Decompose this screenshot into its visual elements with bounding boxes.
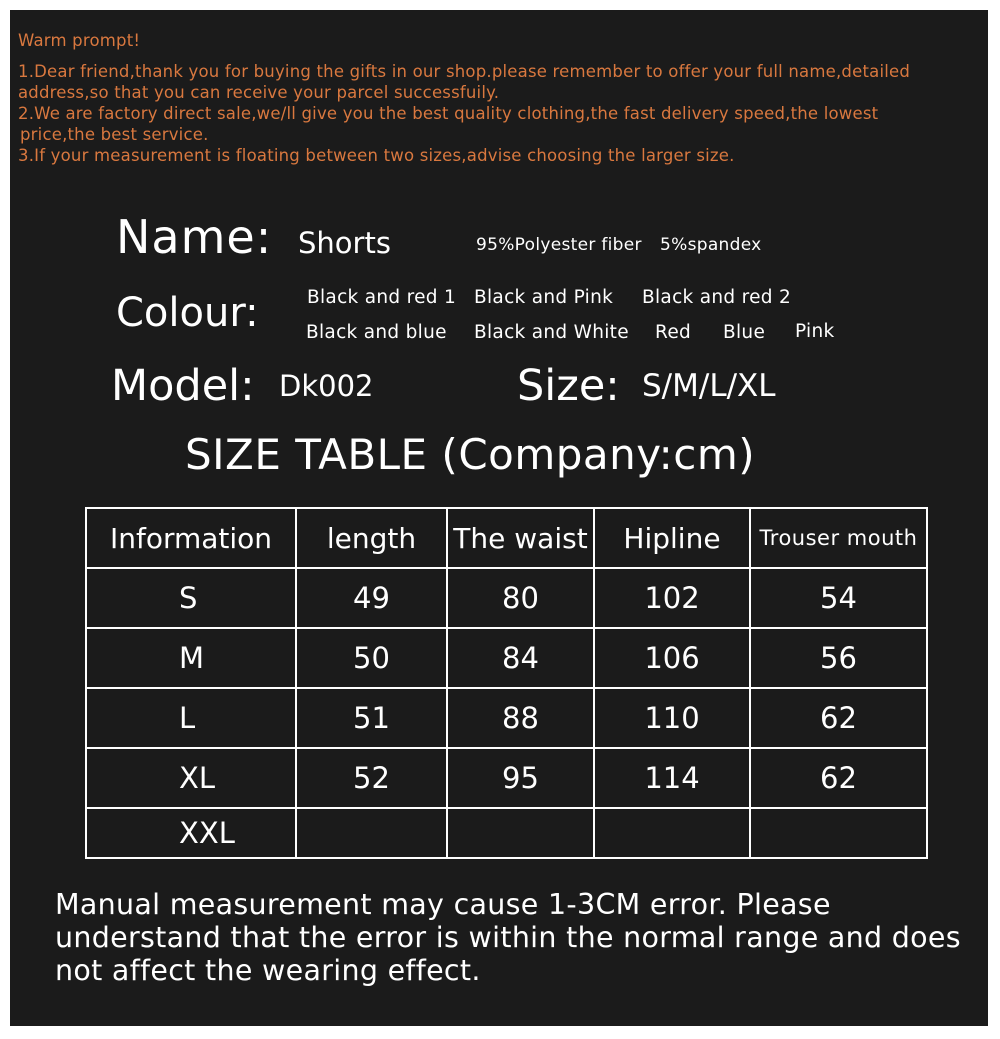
header-waist: The waist: [447, 508, 594, 568]
colour-option: Black and blue: [306, 322, 447, 343]
colour-option: Blue: [723, 322, 766, 343]
waist-cell: 88: [447, 688, 594, 748]
size-cell: S: [86, 568, 296, 628]
table-row: [86, 568, 927, 628]
waist-cell: 80: [447, 568, 594, 628]
length-cell: 49: [296, 568, 447, 628]
size-cell: XL: [86, 748, 296, 808]
size-table-title: SIZE TABLE (Company:cm): [185, 430, 756, 479]
header-trouser-mouth: Trouser mouth: [750, 508, 927, 568]
material-polyester: 95%Polyester fiber: [476, 235, 642, 255]
size-cell: L: [86, 688, 296, 748]
colour-option: Black and Pink: [474, 287, 614, 308]
warm-prompt-line: 2.We are factory direct sale,we/ll give you the best quality clothing,the fast delivery speed,the lowest: [18, 104, 879, 123]
warm-prompt-line: price,the best service.: [20, 125, 209, 144]
measurement-note: Manual measurement may cause 1-3CM error. Please understand that the error is within the normal range and does not affect the wearing effect.: [55, 888, 961, 987]
size-cell: XXL: [86, 808, 296, 858]
header-length: length: [296, 508, 447, 568]
warm-prompt: [18, 30, 988, 166]
length-cell: 50: [296, 628, 447, 688]
table-row: [86, 808, 927, 858]
waist-cell: 95: [447, 748, 594, 808]
trouser-mouth-cell: [750, 808, 927, 858]
warm-prompt-line: 3.If your measurement is floating between two sizes,advise choosing the larger size.: [18, 146, 735, 165]
size-cell: M: [86, 628, 296, 688]
table-row: [86, 688, 927, 748]
trouser-mouth-cell: 62: [750, 688, 927, 748]
warm-prompt-line: address,so that you can receive your parcel successfuily.: [18, 83, 500, 102]
hipline-cell: [594, 808, 750, 858]
length-cell: 52: [296, 748, 447, 808]
trouser-mouth-cell: 54: [750, 568, 927, 628]
material-spandex: 5%spandex: [660, 235, 762, 255]
trouser-mouth-cell: 56: [750, 628, 927, 688]
hipline-cell: 110: [594, 688, 750, 748]
table-row: [86, 628, 927, 688]
colour-option: Black and White: [474, 322, 629, 343]
waist-cell: [447, 808, 594, 858]
name-value: Shorts: [298, 226, 391, 260]
size-label: Size:: [517, 361, 620, 411]
colour-option: Black and red 2: [642, 287, 792, 308]
colour-option: Black and red 1: [307, 287, 457, 308]
colour-option: Red: [655, 322, 692, 343]
length-cell: [296, 808, 447, 858]
warm-prompt-line: 1.Dear friend,thank you for buying the gifts in our shop.please remember to offer your full name,detailed: [18, 62, 911, 81]
header-information: Information: [86, 508, 296, 568]
header-hipline: Hipline: [594, 508, 750, 568]
size-table: [85, 507, 928, 859]
model-value: Dk002: [279, 369, 374, 403]
table-header-row: [86, 508, 927, 568]
size-value: S/M/L/XL: [642, 368, 776, 404]
trouser-mouth-cell: 62: [750, 748, 927, 808]
warm-prompt-title: Warm prompt!: [18, 31, 141, 50]
name-label: Name:: [116, 210, 273, 264]
hipline-cell: 102: [594, 568, 750, 628]
length-cell: 51: [296, 688, 447, 748]
colour-option: Pink: [795, 321, 835, 342]
colour-label: Colour:: [116, 290, 259, 336]
model-label: Model:: [111, 361, 255, 411]
waist-cell: 84: [447, 628, 594, 688]
hipline-cell: 106: [594, 628, 750, 688]
hipline-cell: 114: [594, 748, 750, 808]
table-row: [86, 748, 927, 808]
